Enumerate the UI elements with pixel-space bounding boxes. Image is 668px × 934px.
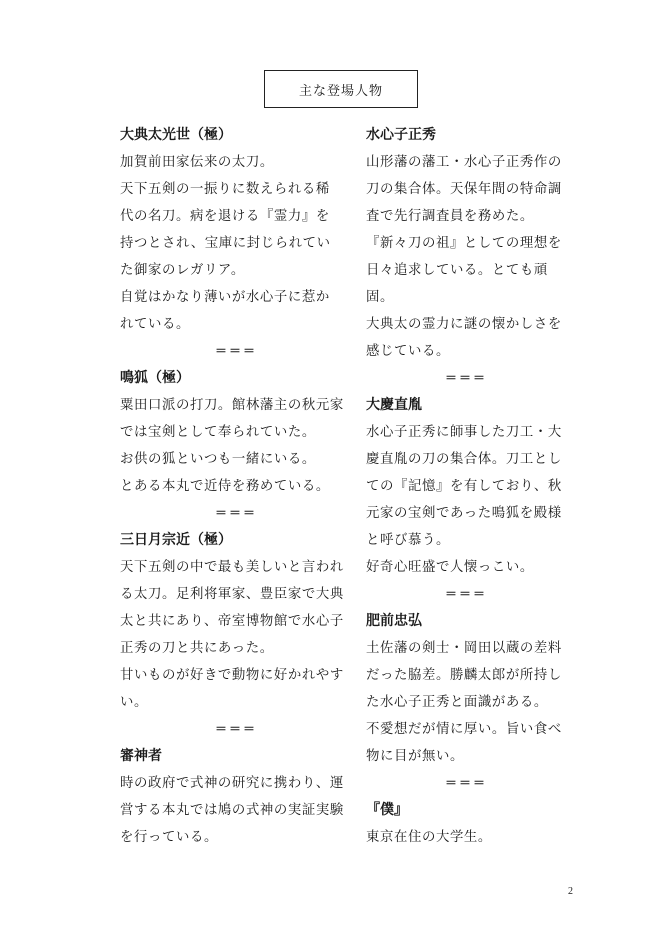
description-line: 天下五剣の中で最も美しいと言われ xyxy=(120,560,344,575)
description-line: 自覚はかなり薄いが水心子に惹か xyxy=(120,290,330,305)
description-line: を行っている。 xyxy=(120,830,218,845)
character-entry xyxy=(366,608,566,770)
description-line: 粟田口派の打刀。館林藩主の秋元家 xyxy=(120,398,344,413)
description-line: 山形藩の藩工・水心子正秀作の xyxy=(366,155,562,170)
character-name: 水心子正秀 xyxy=(366,127,436,143)
right-column xyxy=(366,122,566,851)
description-line: れている。 xyxy=(120,317,190,332)
description-line: と呼び慕う。 xyxy=(366,533,450,548)
section-separator: ＝＝＝ xyxy=(444,371,487,385)
description-line: 不愛想だが情に厚い。旨い食べ xyxy=(366,722,562,737)
description-line: 正秀の刀と共にあった。 xyxy=(120,641,274,656)
character-entry xyxy=(120,743,352,851)
description-line: い。 xyxy=(120,695,148,710)
description-line: 東京在住の大学生。 xyxy=(366,830,492,845)
character-name: 肥前忠弘 xyxy=(366,613,422,629)
description-line: ての『記憶』を有しており、秋 xyxy=(366,479,562,494)
description-line: 太と共にあり、帝室博物館で水心子 xyxy=(120,614,344,629)
description-line: 査で先行調査員を務めた。 xyxy=(366,209,534,224)
description-line: 甘いものが好きで動物に好かれやす xyxy=(120,668,344,683)
character-entry xyxy=(366,122,566,365)
description-line: 営する本丸では鳩の式神の実証実験 xyxy=(120,803,344,818)
description-line: た御家のレガリア。 xyxy=(120,263,245,278)
character-description xyxy=(120,149,352,338)
description-line: 物に目が無い。 xyxy=(366,749,464,764)
description-line: だった脇差。勝麟太郎が所持し xyxy=(366,668,562,683)
description-line: 好奇心旺盛で人懐っこい。 xyxy=(366,560,534,575)
character-name: 大典太光世（極） xyxy=(120,127,232,143)
page-number: 2 xyxy=(568,886,573,897)
description-line: 刀の集合体。天保年間の特命調 xyxy=(366,182,562,197)
description-line: では宝剣として奉られていた。 xyxy=(120,425,316,440)
description-line: る太刀。足利将軍家、豊臣家で大典 xyxy=(120,587,344,602)
character-entry xyxy=(120,527,352,716)
character-name: 審神者 xyxy=(120,748,162,764)
description-line: 加賀前田家伝来の太刀。 xyxy=(120,155,274,170)
description-line: 土佐藩の剣士・岡田以蔵の差料 xyxy=(366,641,562,656)
section-separator: ＝＝＝ xyxy=(214,506,257,520)
section-separator: ＝＝＝ xyxy=(214,344,257,358)
section-separator: ＝＝＝ xyxy=(444,587,487,601)
character-name: 三日月宗近（極） xyxy=(120,532,232,548)
character-description xyxy=(120,770,352,851)
description-line: 時の政府で式神の研究に携わり、運 xyxy=(120,776,344,791)
description-line: 元家の宝剣であった鳴狐を殿様 xyxy=(366,506,562,521)
description-line: 大典太の霊力に謎の懐かしさを xyxy=(366,317,562,332)
description-line: 代の名刀。病を退ける『霊力』を xyxy=(120,209,330,224)
character-description xyxy=(366,419,566,581)
character-entry xyxy=(120,122,352,338)
character-name: 『僕』 xyxy=(366,802,408,818)
page-title-box xyxy=(264,70,418,108)
character-entry xyxy=(366,392,566,581)
description-line: とある本丸で近侍を務めている。 xyxy=(120,479,330,494)
character-name: 鳴狐（極） xyxy=(120,370,190,386)
section-separator: ＝＝＝ xyxy=(214,722,257,736)
section-separator: ＝＝＝ xyxy=(444,776,487,790)
description-line: 慶直胤の刀の集合体。刀工とし xyxy=(366,452,562,467)
character-entry xyxy=(120,365,352,500)
character-name: 大慶直胤 xyxy=(366,397,422,413)
character-description xyxy=(366,635,566,770)
description-line: 天下五剣の一振りに数えられる稀 xyxy=(120,182,330,197)
left-column xyxy=(120,122,352,851)
description-line: 持つとされ、宝庫に封じられてい xyxy=(120,236,331,251)
character-description xyxy=(366,824,566,851)
description-line: 水心子正秀に師事した刀工・大 xyxy=(366,425,562,440)
description-line: 日々追求している。とても頑固。 xyxy=(366,263,548,305)
description-line: 『新々刀の祖』としての理想を xyxy=(366,236,562,251)
character-description xyxy=(120,392,352,500)
character-entry xyxy=(366,797,566,851)
description-line: お供の狐といつも一緒にいる。 xyxy=(120,452,316,467)
character-description xyxy=(120,554,352,716)
character-description xyxy=(366,149,566,365)
description-line: 感じている。 xyxy=(366,344,450,359)
description-line: た水心子正秀と面識がある。 xyxy=(366,695,548,710)
page-title: 主な登場人物 xyxy=(298,83,383,99)
